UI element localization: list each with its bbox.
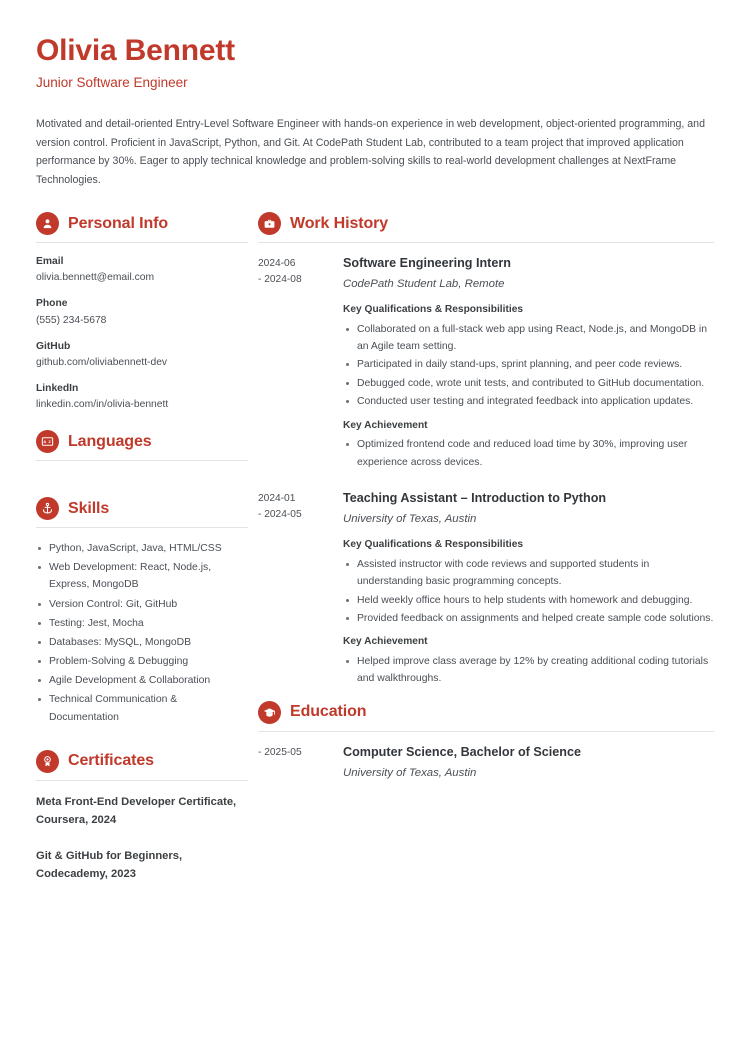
work-entry-title: Software Engineering Intern — [343, 256, 511, 271]
list-item: Databases: MySQL, MongoDB — [36, 634, 248, 651]
section-work-history — [258, 212, 714, 689]
education-entry-title: Computer Science, Bachelor of Science — [343, 744, 581, 759]
personal-info-label-github: GitHub — [36, 340, 71, 352]
personal-info-item — [36, 255, 248, 285]
section-title-education: Education — [290, 703, 367, 721]
certificate-item: Git & GitHub for Beginners, Codecademy, 2023 — [36, 849, 183, 881]
work-entry — [258, 255, 714, 472]
section-languages — [36, 430, 248, 495]
section-divider — [36, 780, 248, 781]
section-title-certificates: Certificates — [68, 752, 154, 770]
section-header-languages — [36, 430, 248, 460]
date-start: 2024-01 — [258, 493, 296, 505]
svg-text:Z: Z — [48, 439, 51, 445]
personal-info-item — [36, 340, 248, 370]
qualifications-label: Key Qualifications & Responsibilities — [343, 539, 524, 551]
achievement-list — [343, 436, 714, 471]
section-header-personal-info — [36, 212, 248, 242]
personal-info-label-linkedin: LinkedIn — [36, 382, 79, 394]
list-item: Version Control: Git, GitHub — [36, 596, 248, 613]
list-item: Agile Development & Collaboration — [36, 672, 248, 689]
section-header-education — [258, 701, 714, 731]
personal-info-label-phone: Phone — [36, 298, 68, 310]
main-column — [258, 212, 714, 810]
skills-list — [36, 540, 248, 726]
list-item: Python, JavaScript, Java, HTML/CSS — [36, 540, 248, 557]
section-education — [258, 701, 714, 792]
work-entry-main — [343, 255, 714, 472]
list-item: Participated in daily stand-ups, sprint planning, and peer code reviews. — [343, 356, 714, 373]
qualifications-list — [343, 321, 714, 411]
section-header-work-history — [258, 212, 714, 242]
section-divider — [258, 242, 714, 243]
section-title-languages: Languages — [68, 432, 152, 450]
list-item: Web Development: React, Node.js, Express, MongoDB — [36, 559, 248, 593]
personal-info-item — [36, 382, 248, 412]
graduation-cap-icon — [258, 701, 281, 724]
personal-info-label-email: Email — [36, 256, 64, 268]
work-entry-organization: CodePath Student Lab, Remote — [343, 278, 505, 291]
resume-body — [36, 212, 714, 901]
section-skills — [36, 497, 248, 726]
achievement-label: Key Achievement — [343, 636, 428, 648]
personal-info-value-phone: (555) 234-5678 — [36, 314, 107, 326]
achievement-label: Key Achievement — [343, 419, 428, 431]
education-entry — [258, 744, 714, 792]
work-entry-main — [343, 490, 714, 689]
person-icon — [36, 212, 59, 235]
education-entry-dates — [258, 744, 343, 761]
personal-info-value-linkedin: linkedin.com/in/olivia-bennett — [36, 399, 169, 411]
section-divider — [36, 460, 248, 461]
personal-info-item — [36, 297, 248, 327]
date-end: - 2024-08 — [258, 274, 302, 286]
candidate-name: Olivia Bennett — [36, 34, 235, 67]
list-item: Optimized frontend code and reduced load time by 30%, improving user experience across devices. — [343, 436, 714, 471]
work-entry-title: Teaching Assistant – Introduction to Python — [343, 491, 607, 506]
date-start: 2024-06 — [258, 258, 296, 270]
education-entry-main — [343, 744, 714, 792]
svg-text:A: A — [43, 439, 47, 445]
languages-empty-body — [36, 473, 248, 495]
professional-summary: Motivated and detail-oriented Entry-Level Software Engineer with hands-on experience in web development, object-oriented programming, and version control. Proficient in JavaScript, Python, and Git. At CodePath Student Lab, contributed to a team project that improved application performance by 30%. Eager to apply technical knowledge and problem-solving skills to real-world development challenges at NextFrame Technologies. — [36, 117, 705, 187]
work-entry-dates — [258, 490, 343, 524]
award-icon — [36, 750, 59, 773]
section-personal-info — [36, 212, 248, 412]
list-item: Held weekly office hours to help students with homework and debugging. — [343, 592, 714, 609]
sidebar-column — [36, 212, 248, 901]
work-entry — [258, 490, 714, 689]
section-title-skills: Skills — [68, 499, 110, 517]
list-item: Conducted user testing and integrated feedback into application updates. — [343, 393, 714, 410]
section-title-work-history: Work History — [290, 214, 389, 232]
qualifications-label: Key Qualifications & Responsibilities — [343, 304, 524, 316]
translate-icon — [36, 430, 59, 453]
list-item: Testing: Jest, Mocha — [36, 615, 248, 632]
section-header-certificates — [36, 750, 248, 780]
section-divider — [258, 731, 714, 732]
education-entry-organization: University of Texas, Austin — [343, 767, 477, 780]
section-certificates — [36, 750, 248, 884]
anchor-icon — [36, 497, 59, 520]
work-entry-dates — [258, 255, 343, 289]
work-entry-organization: University of Texas, Austin — [343, 513, 477, 526]
qualifications-list — [343, 556, 714, 628]
list-item: Debugged code, wrote unit tests, and contributed to GitHub documentation. — [343, 375, 714, 392]
section-header-skills — [36, 497, 248, 527]
list-item: Problem-Solving & Debugging — [36, 653, 248, 670]
section-title-personal-info: Personal Info — [68, 214, 169, 232]
date-end: - 2025-05 — [258, 746, 302, 758]
briefcase-icon — [258, 212, 281, 235]
list-item: Assisted instructor with code reviews and supported students in understanding basic programming concepts. — [343, 556, 714, 591]
personal-info-value-email: olivia.bennett@email.com — [36, 272, 155, 284]
resume-header — [36, 34, 714, 91]
certificate-item: Meta Front-End Developer Certificate, Coursera, 2024 — [36, 795, 237, 826]
section-divider — [36, 527, 248, 528]
list-item: Helped improve class average by 12% by creating additional coding tutorials and walkthroughs. — [343, 653, 714, 688]
date-end: - 2024-05 — [258, 509, 302, 521]
candidate-role: Junior Software Engineer — [36, 74, 188, 90]
list-item: Collaborated on a full-stack web app using React, Node.js, and MongoDB in an Agile team setting. — [343, 321, 714, 356]
section-divider — [36, 242, 248, 243]
list-item: Provided feedback on assignments and helped create sample code solutions. — [343, 610, 714, 627]
personal-info-value-github: github.com/oliviabennett-dev — [36, 356, 168, 368]
achievement-list — [343, 653, 714, 688]
list-item: Technical Communication & Documentation — [36, 691, 248, 725]
